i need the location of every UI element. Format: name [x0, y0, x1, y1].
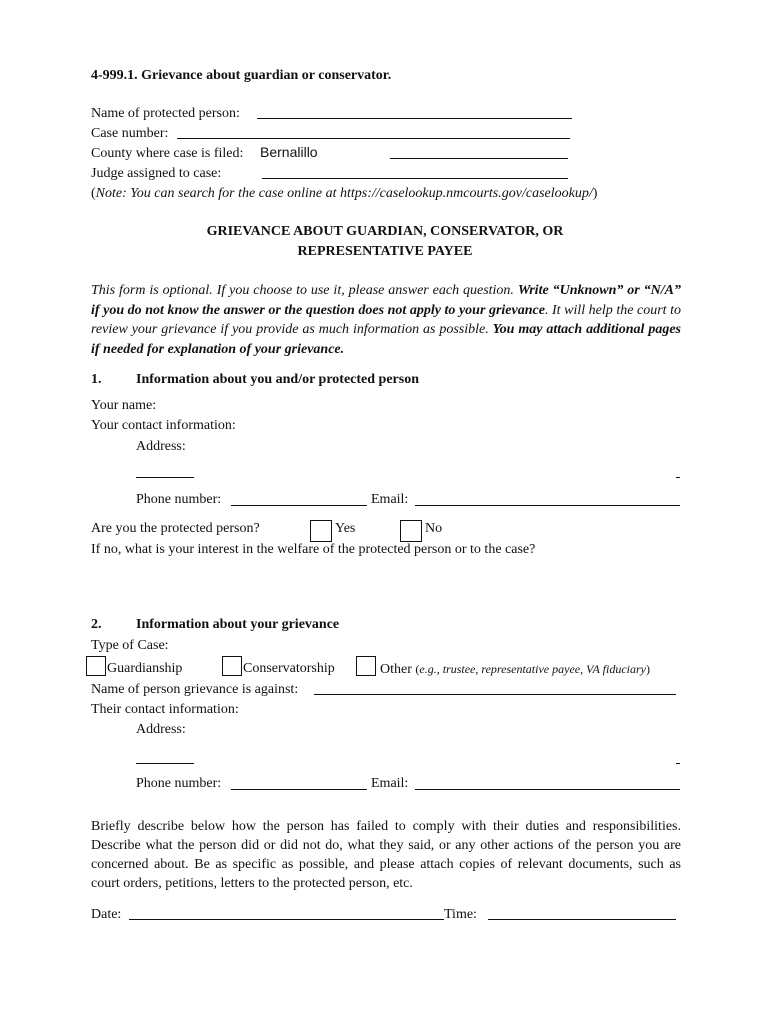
their-address-input[interactable] [136, 763, 194, 764]
other-note-text: e.g., trustee, representative payee, VA fiduciary [419, 662, 646, 676]
your-address-label: Address: [136, 439, 186, 454]
guardianship-label: Guardianship [107, 661, 183, 676]
grievance-against-label: Name of person grievance is against: [91, 682, 299, 697]
county-value[interactable]: Bernalillo [260, 144, 318, 160]
time-input[interactable] [488, 919, 676, 920]
other-label: Other [380, 662, 412, 677]
type-of-case-label: Type of Case: [91, 638, 169, 653]
their-address-label: Address: [136, 722, 186, 737]
note-close-paren: ) [592, 186, 598, 201]
your-phone-input[interactable] [231, 505, 367, 506]
no-label: No [425, 521, 443, 536]
other-note-close: ) [645, 662, 650, 676]
other-note-open: ( [415, 662, 420, 676]
conservatorship-checkbox[interactable] [222, 656, 242, 676]
instructions-part2: Write “Unknown” or “N/A” if you do not know the answer or the question does not apply to your grievance [91, 283, 681, 318]
conservatorship-label: Conservatorship [243, 661, 335, 676]
protected-person-label: Name of protected person: [91, 106, 240, 121]
note-text: Note: You can search for the case online at https://caselookup.nmcourts.gov/caselookup/ [95, 186, 593, 201]
other-checkbox[interactable] [356, 656, 376, 676]
your-phone-label: Phone number: [136, 492, 222, 507]
instructions-part4: You may attach additional pages if needed for explanation of your grievance. [91, 322, 681, 357]
time-label: Time: [444, 907, 477, 922]
case-lookup-note [91, 184, 597, 204]
county-label: County where case is filed: [91, 146, 244, 161]
form-title-line2: REPRESENTATIVE PAYEE [297, 244, 473, 259]
instructions-paragraph [91, 281, 681, 359]
grievance-against-input[interactable] [314, 694, 676, 695]
other-note [415, 662, 650, 676]
instructions-part3: . It will help the court to review your grievance if you provide as much information as possible. [91, 302, 681, 337]
your-address-input-end [676, 477, 680, 478]
yes-checkbox[interactable] [310, 520, 332, 542]
their-email-label: Email: [371, 776, 409, 791]
protected-person-question: Are you the protected person? [91, 521, 260, 536]
case-number-input[interactable] [177, 138, 570, 139]
your-address-input[interactable] [136, 477, 194, 478]
date-label: Date: [91, 907, 122, 922]
no-checkbox[interactable] [400, 520, 422, 542]
rule-title: 4-999.1. Grievance about guardian or conservator. [91, 68, 392, 83]
section1-heading: Information about you and/or protected person [136, 372, 420, 387]
instructions-part1: This form is optional. If you choose to use it, please answer each question. [91, 283, 518, 298]
protected-person-input[interactable] [257, 118, 572, 119]
judge-label: Judge assigned to case: [91, 166, 222, 181]
note-open-paren: ( [91, 186, 96, 201]
guardianship-checkbox[interactable] [86, 656, 106, 676]
their-address-input-end [676, 763, 680, 764]
yes-label: Yes [335, 521, 356, 536]
case-number-label: Case number: [91, 126, 169, 141]
their-contact-label: Their contact information: [91, 702, 239, 717]
your-email-label: Email: [371, 492, 409, 507]
their-email-input[interactable] [415, 789, 680, 790]
section2-heading: Information about your grievance [136, 617, 340, 632]
your-email-input[interactable] [415, 505, 680, 506]
your-contact-label: Your contact information: [91, 418, 236, 433]
form-title-line1: GRIEVANCE ABOUT GUARDIAN, CONSERVATOR, OR [206, 224, 564, 239]
their-phone-label: Phone number: [136, 776, 222, 791]
other-option [380, 659, 650, 680]
date-input[interactable] [129, 919, 444, 920]
judge-input[interactable] [262, 178, 568, 179]
interest-question: If no, what is your interest in the welfare of the protected person or to the case? [91, 542, 536, 557]
describe-instructions: Briefly describe below how the person has failed to comply with their duties and responsibilities. Describe what the person did or did not do, what they said, or any other actions of the person you are concerned about. Be as specific as possible, and please attach copies of relevant documents, such as court orders, petitions, letters to the protected person, etc. [91, 819, 681, 891]
county-input-line[interactable] [390, 158, 568, 159]
your-name-label: Your name: [91, 398, 157, 413]
section1-number: 1. [91, 372, 102, 387]
their-phone-input[interactable] [231, 789, 367, 790]
section2-number: 2. [91, 617, 102, 632]
